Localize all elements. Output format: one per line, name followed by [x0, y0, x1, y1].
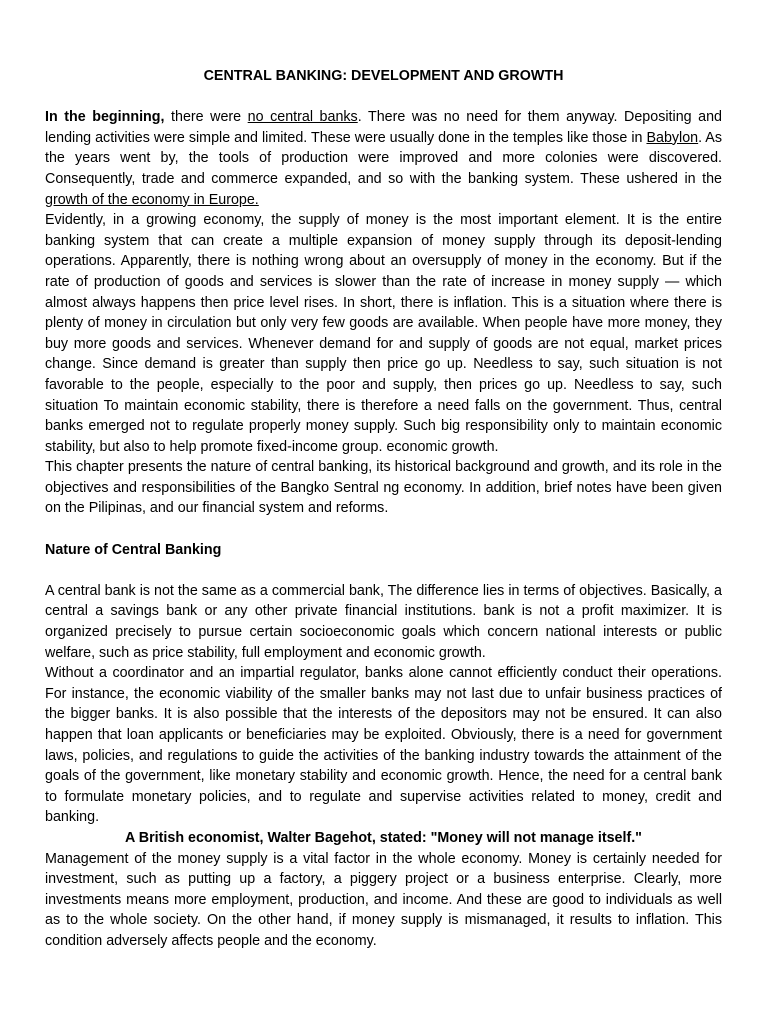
money-supply-paragraph: Evidently, in a growing economy, the supply of money is the most important element. It is the entire banking system that can create a multiple expansion of money supply through its deposit-lending operations. Apparently, there is nothing wrong about an oversupply of money in the economy. But if the rate of production of goods and services is slower than the rate of increase in money supply — which almost always happens then price level rises. In short, there is inflation. This is a situation where there is plenty of money in circulation but only very few goods are available. When people have more money, they buy more goods and services. Whenever demand for and supply of goods are not equal, market prices change. Since demand is greater than supply then price go up. Needless to say, such situation is not favorable to the people, especially to the poor and supply, then prices go up. Needless to say, such situation To maintain economic stability, there is therefore a need falls on the government. Thus, central banks emerged not to regulate properly money supply. Such big responsibility only to maintain economic stability, but also to help promote fixed-income group. economic growth.: [45, 212, 722, 455]
intro-lead: In the beginning,: [45, 109, 165, 126]
intro-text-2: . There was no need for them anyway. Depositing and lending activities were simple and limited. These were usually done in the temples like those in: [45, 109, 722, 146]
intro-text-1: there were: [164, 109, 248, 126]
section-heading: Nature of Central Banking: [45, 541, 222, 558]
document-page: [45, 66, 722, 952]
link-babylon[interactable]: Babylon: [646, 129, 699, 146]
document-title: CENTRAL BANKING: DEVELOPMENT AND GROWTH: [203, 68, 564, 84]
link-growth-economy-europe[interactable]: growth of the economy in Europe.: [45, 191, 259, 208]
intro-text-3: . As the years went by, the tools of production were improved and more colonies were discovered. Consequently, trade and commerce expanded, and so with the banking system. These ushered in the: [45, 129, 722, 187]
bagehot-quote: A British economist, Walter Bagehot, stated: "Money will not manage itself.": [125, 829, 642, 846]
money-management-paragraph: Management of the money supply is a vital factor in the whole economy. Money is certainly needed for investment, such as putting up a factory, a piggery project or a business enterprise. Clearly, more investments means more employment, production, and income. And these are good to individuals as well as to the whole society. On the other hand, if money supply is mismanaged, it results to inflation. This condition adversely affects people and the economy.: [45, 850, 722, 949]
central-bank-definition-paragraph: A central bank is not the same as a commercial bank, The difference lies in terms of objectives. Basically, a central a savings bank or any other private financial institutions. bank is not a profit maximizer. It is organized precisely to pursue certain socioeconomic goals which concern national interests or public welfare, such as price stability, full employment and economic growth.: [45, 582, 722, 661]
intro-paragraph: [45, 107, 722, 210]
chapter-overview-paragraph: This chapter presents the nature of central banking, its historical background and growth, and its role in the objectives and responsibilities of the Bangko Sentral ng economy. In addition, brief notes have been given on the Pilipinas, and our financial system and reforms.: [45, 459, 722, 517]
link-no-central-banks[interactable]: no central banks: [247, 109, 358, 126]
regulator-paragraph: Without a coordinator and an impartial regulator, banks alone cannot efficiently conduct their operations. For instance, the economic viability of the smaller banks may not last due to unfair business practices of the bigger banks. It is also possible that the interests of the depositors may not be ensured. It can also happen that loan applicants or beneficiaries may be exploited. Obviously, there is a need for government laws, policies, and regulations to guide the activities of the banking industry towards the attainment of the goals of the government, like monetary stability and economic growth. Hence, the need for a central bank to formulate monetary policies, and to regulate and supervise activities related to money, credit and banking.: [45, 665, 722, 826]
